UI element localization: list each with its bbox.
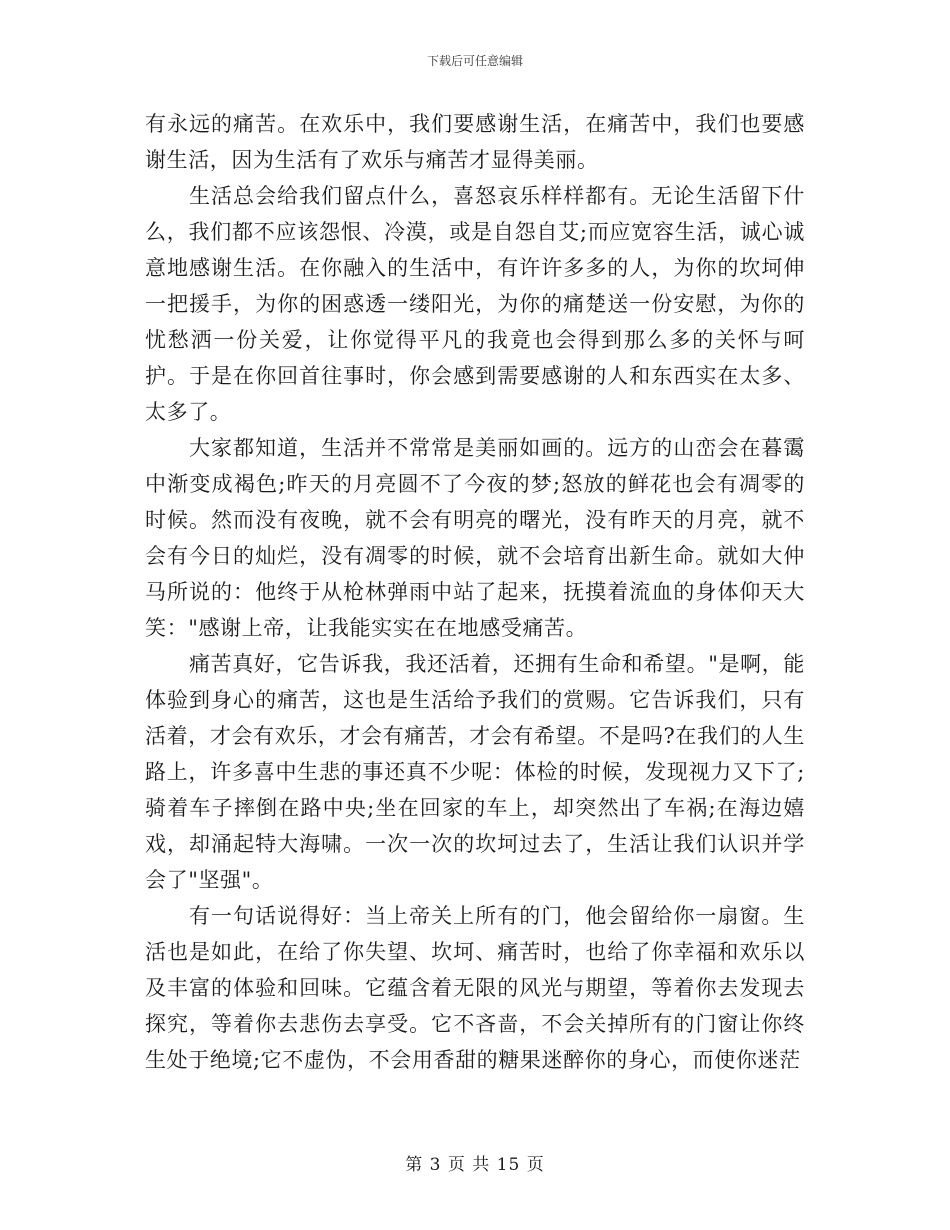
paragraph: 痛苦真好，它告诉我，我还活着，还拥有生命和希望。"是啊，能体验到身心的痛苦，这也是生活给予我们的赏赐。它告诉我们，只有活着，才会有欢乐，才会有痛苦，才会有希望。不是吗?在我们的人生路上，许多喜中生悲的事还真不少呢：体检的时候，发现视力又下了;骑着车子摔倒在路中央;坐在回家的车上，却突然出了车祸;在海边嬉戏，却涌起特大海啸。一次一次的坎坷过去了，生活让我们认识并学会了"坚强"。 [145,652,805,892]
paragraph: 大家都知道，生活并不常常是美丽如画的。远方的山峦会在暮霭中渐变成褐色;昨天的月亮圆不了今夜的梦;怒放的鲜花也会有凋零的时候。然而没有夜晚，就不会有明亮的曙光，没有昨天的月亮，就不会有今日的灿烂，没有凋零的时候，就不会培育出新生命。就如大仲马所说的：他终于从枪林弹雨中站了起来，抚摸着流血的身体仰天大笑："感谢上帝，让我能实实在在地感受痛苦。 [145,436,805,640]
paragraph-continuation: 有永远的痛苦。在欢乐中，我们要感谢生活，在痛苦中，我们也要感谢生活，因为生活有了欢乐与痛苦才显得美丽。 [145,112,805,172]
paragraph: 生活总会给我们留点什么，喜怒哀乐样样都有。无论生活留下什么，我们都不应该怨恨、冷漠，或是自怨自艾;而应宽容生活，诚心诚意地感谢生活。在你融入的生活中，有许许多多的人，为你的坎坷伸一把援手，为你的困惑透一缕阳光，为你的痛楚送一份安慰，为你的忧愁洒一份关爱，让你觉得平凡的我竟也会得到那么多的关怀与呵护。于是在你回首往事时，你会感到需要感谢的人和东西实在太多、太多了。 [145,184,805,424]
page-number-footer: 第 3 页 共 15 页 [405,1155,545,1175]
document-body [145,106,805,1078]
paragraph: 有一句话说得好：当上帝关上所有的门，他会留给你一扇窗。生活也是如此，在给了你失望、坎坷、痛苦时，也给了你幸福和欢乐以及丰富的体验和回味。它蕴含着无限的风光与期望，等着你去发现去探究，等着你去悲伤去享受。它不吝啬，不会关掉所有的门窗让你终生处于绝境;它不虚伪，不会用香甜的糖果迷醉你的身心，而使你迷茫 [145,904,805,1072]
page-header-note: 下载后可任意编辑 [426,54,523,68]
